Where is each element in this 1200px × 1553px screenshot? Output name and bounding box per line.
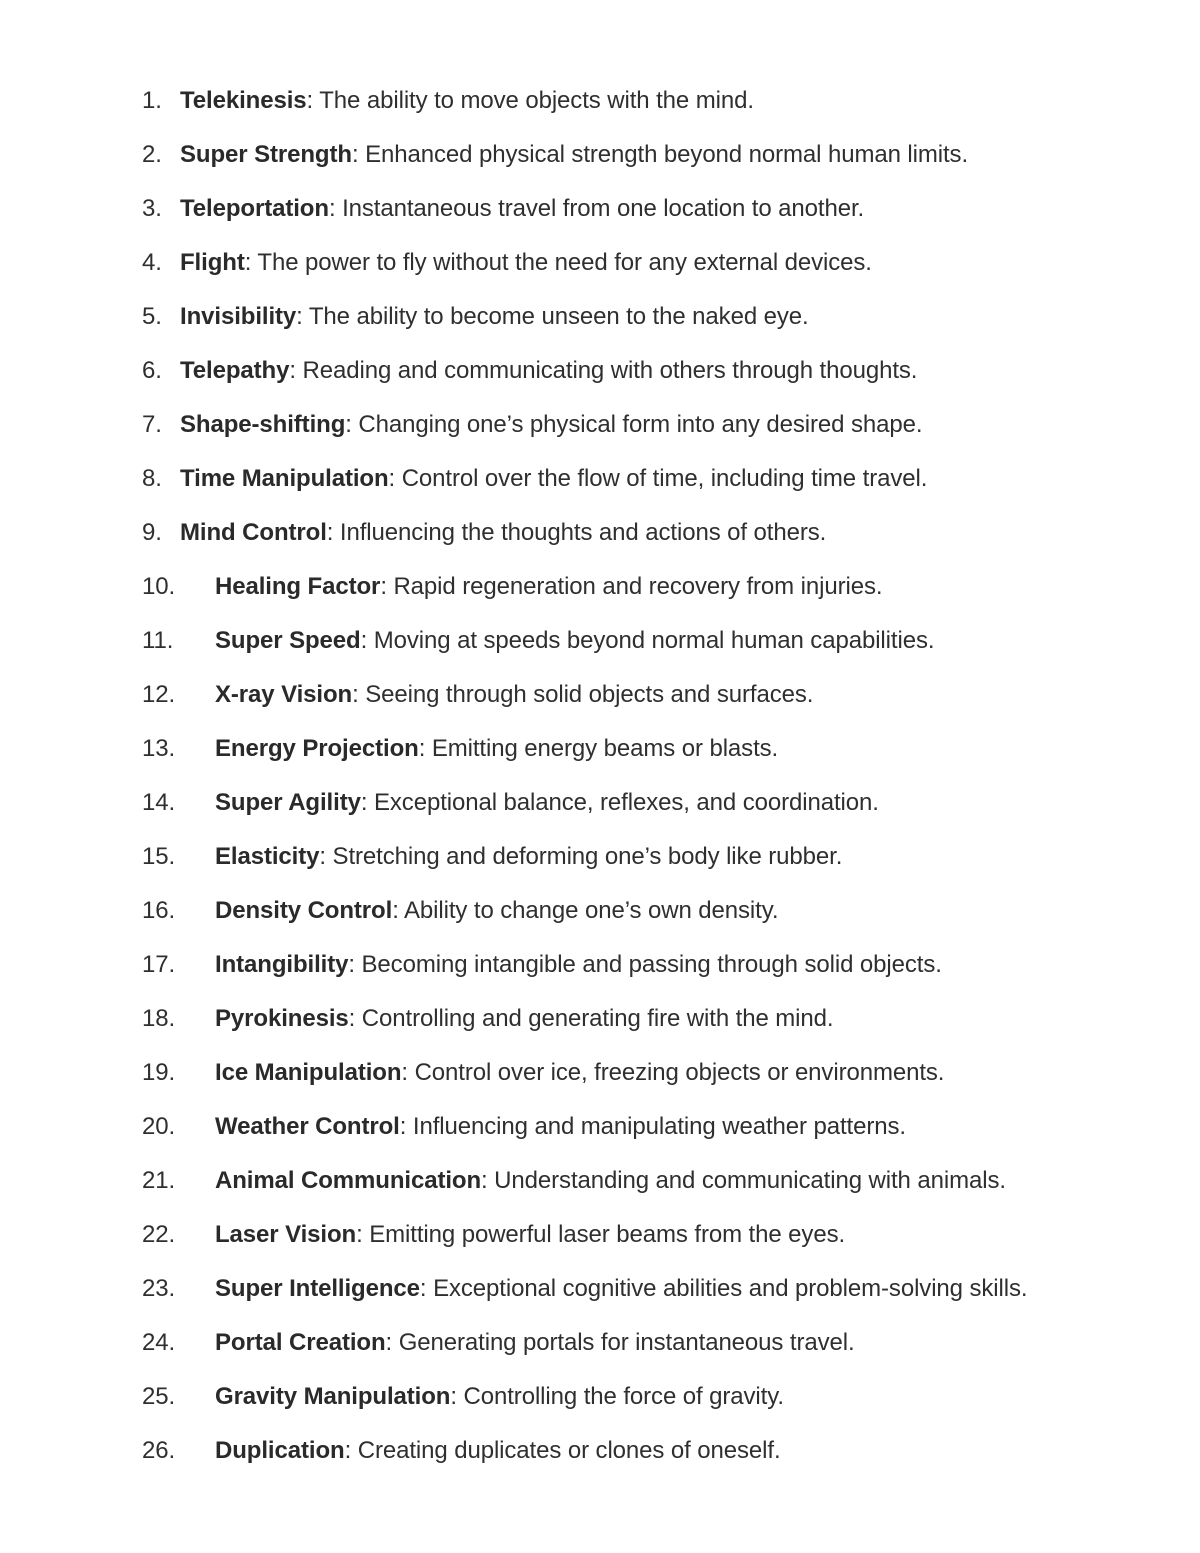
item-term: Pyrokinesis — [215, 1005, 349, 1032]
list-item — [0, 1424, 1200, 1478]
item-text: Energy Projection: Emitting energy beams or blasts. — [215, 735, 779, 762]
item-term: Teleportation — [180, 195, 329, 222]
item-text: Teleportation: Instantaneous travel from one location to another. — [180, 195, 865, 222]
item-term: Duplication — [215, 1437, 345, 1464]
item-term: Elasticity — [215, 843, 320, 870]
item-description: Control over ice, freezing objects or environments. — [414, 1059, 945, 1086]
item-term: Healing Factor — [215, 573, 381, 600]
item-number: 16. — [142, 897, 176, 924]
list-item — [0, 398, 1200, 452]
item-number: 3. — [142, 195, 162, 222]
item-description: Emitting powerful laser beams from the eyes. — [369, 1221, 846, 1248]
item-number: 20. — [142, 1113, 176, 1140]
item-description: Emitting energy beams or blasts. — [431, 735, 779, 762]
item-number: 25. — [142, 1383, 176, 1410]
item-term: Laser Vision — [215, 1221, 357, 1248]
item-description: Influencing the thoughts and actions of others. — [339, 519, 827, 546]
item-description: Controlling the force of gravity. — [463, 1383, 784, 1410]
item-number: 11. — [142, 627, 174, 654]
list-item — [0, 1370, 1200, 1424]
item-description: Becoming intangible and passing through solid objects. — [361, 951, 942, 978]
list-item — [0, 236, 1200, 290]
item-text: Healing Factor: Rapid regeneration and recovery from injuries. — [215, 573, 883, 600]
list-item — [0, 1154, 1200, 1208]
item-term: X-ray Vision — [215, 681, 353, 708]
item-text: Elasticity: Stretching and deforming one’s body like rubber. — [215, 843, 843, 870]
item-text: Mind Control: Influencing the thoughts and actions of others. — [180, 519, 827, 546]
item-text: Shape-shifting: Changing one’s physical form into any desired shape. — [180, 411, 923, 438]
item-term: Telekinesis — [180, 87, 307, 114]
item-text: Density Control: Ability to change one’s own density. — [215, 897, 779, 924]
item-term: Mind Control — [180, 519, 327, 546]
item-number: 2. — [142, 141, 162, 168]
list-item — [0, 1046, 1200, 1100]
item-term: Flight — [180, 249, 245, 276]
list-item — [0, 776, 1200, 830]
item-text: Time Manipulation: Control over the flow of time, including time travel. — [180, 465, 928, 492]
list-item — [0, 128, 1200, 182]
item-description: Reading and communicating with others through thoughts. — [302, 357, 918, 384]
item-text: X-ray Vision: Seeing through solid objects and surfaces. — [215, 681, 814, 708]
item-description: Seeing through solid objects and surfaces. — [365, 681, 814, 708]
item-term: Portal Creation — [215, 1329, 386, 1356]
item-number: 26. — [142, 1437, 176, 1464]
superpower-list — [0, 74, 1200, 1478]
item-term: Intangibility — [215, 951, 349, 978]
item-text: Duplication: Creating duplicates or clones of oneself. — [215, 1437, 781, 1464]
item-number: 10. — [142, 573, 176, 600]
item-term: Super Agility — [215, 789, 361, 816]
item-text: Intangibility: Becoming intangible and passing through solid objects. — [215, 951, 942, 978]
item-text: Portal Creation: Generating portals for instantaneous travel. — [215, 1329, 855, 1356]
item-number: 8. — [142, 465, 162, 492]
item-description: Controlling and generating fire with the mind. — [361, 1005, 834, 1032]
item-term: Invisibility — [180, 303, 297, 330]
list-item — [0, 1100, 1200, 1154]
item-number: 23. — [142, 1275, 176, 1302]
item-number: 17. — [142, 951, 176, 978]
item-number: 5. — [142, 303, 162, 330]
list-item — [0, 614, 1200, 668]
list-item — [0, 506, 1200, 560]
item-text: Telepathy: Reading and communicating with others through thoughts. — [180, 357, 918, 384]
list-item — [0, 290, 1200, 344]
item-description: Moving at speeds beyond normal human capabilities. — [373, 627, 935, 654]
item-text: Pyrokinesis: Controlling and generating fire with the mind. — [215, 1005, 834, 1032]
item-number: 22. — [142, 1221, 176, 1248]
list-item — [0, 884, 1200, 938]
item-number: 21. — [142, 1167, 176, 1194]
item-text: Flight: The power to fly without the need for any external devices. — [180, 249, 872, 276]
item-description: Rapid regeneration and recovery from injuries. — [393, 573, 883, 600]
list-item — [0, 560, 1200, 614]
item-text: Animal Communication: Understanding and communicating with animals. — [215, 1167, 1006, 1194]
item-number: 14. — [142, 789, 176, 816]
item-term: Ice Manipulation — [215, 1059, 402, 1086]
item-term: Energy Projection — [215, 735, 419, 762]
item-text: Laser Vision: Emitting powerful laser beams from the eyes. — [215, 1221, 846, 1248]
item-number: 6. — [142, 357, 162, 384]
list-item — [0, 1262, 1200, 1316]
list-item — [0, 1208, 1200, 1262]
list-item — [0, 1316, 1200, 1370]
item-number: 7. — [142, 411, 162, 438]
list-item — [0, 830, 1200, 884]
list-item — [0, 992, 1200, 1046]
item-description: The ability to become unseen to the naked eye. — [308, 303, 809, 330]
item-description: Stretching and deforming one’s body like rubber. — [332, 843, 843, 870]
item-number: 15. — [142, 843, 176, 870]
item-term: Telepathy — [180, 357, 290, 384]
item-description: Exceptional cognitive abilities and problem-solving skills. — [433, 1275, 1028, 1302]
list-item — [0, 722, 1200, 776]
item-description: Influencing and manipulating weather patterns. — [412, 1113, 906, 1140]
item-term: Super Strength — [180, 141, 352, 168]
item-term: Super Intelligence — [215, 1275, 420, 1302]
item-description: The power to fly without the need for any external devices. — [257, 249, 872, 276]
item-description: Creating duplicates or clones of oneself. — [357, 1437, 781, 1464]
item-number: 12. — [142, 681, 176, 708]
item-term: Density Control — [215, 897, 393, 924]
item-number: 24. — [142, 1329, 176, 1356]
item-description: Changing one’s physical form into any desired shape. — [358, 411, 923, 438]
item-description: The ability to move objects with the mind. — [319, 87, 754, 114]
item-number: 1. — [142, 87, 162, 114]
item-text: Invisibility: The ability to become unseen to the naked eye. — [180, 303, 809, 330]
list-item — [0, 452, 1200, 506]
item-text: Ice Manipulation: Control over ice, freezing objects or environments. — [215, 1059, 945, 1086]
list-item — [0, 182, 1200, 236]
list-item — [0, 938, 1200, 992]
item-description: Enhanced physical strength beyond normal human limits. — [365, 141, 969, 168]
item-number: 18. — [142, 1005, 176, 1032]
item-term: Animal Communication — [215, 1167, 482, 1194]
item-text: Gravity Manipulation: Controlling the force of gravity. — [215, 1383, 784, 1410]
list-item — [0, 344, 1200, 398]
item-description: Control over the flow of time, including time travel. — [401, 465, 928, 492]
item-description: Understanding and communicating with animals. — [494, 1167, 1006, 1194]
item-number: 19. — [142, 1059, 176, 1086]
item-number: 9. — [142, 519, 162, 546]
item-text: Super Agility: Exceptional balance, reflexes, and coordination. — [215, 789, 879, 816]
item-text: Telekinesis: The ability to move objects with the mind. — [180, 87, 754, 114]
item-text: Weather Control: Influencing and manipulating weather patterns. — [215, 1113, 906, 1140]
item-text: Super Strength: Enhanced physical strength beyond normal human limits. — [180, 141, 969, 168]
item-description: Generating portals for instantaneous travel. — [398, 1329, 855, 1356]
item-number: 4. — [142, 249, 162, 276]
list-item — [0, 74, 1200, 128]
item-term: Gravity Manipulation — [215, 1383, 451, 1410]
item-description: Exceptional balance, reflexes, and coordination. — [373, 789, 879, 816]
item-description: Ability to change one’s own density. — [404, 897, 779, 924]
item-term: Shape-shifting — [180, 411, 346, 438]
item-text: Super Speed: Moving at speeds beyond normal human capabilities. — [215, 627, 935, 654]
item-number: 13. — [142, 735, 176, 762]
item-term: Time Manipulation — [180, 465, 389, 492]
item-description: Instantaneous travel from one location to another. — [342, 195, 865, 222]
item-term: Super Speed — [215, 627, 361, 654]
item-term: Weather Control — [215, 1113, 400, 1140]
list-item — [0, 668, 1200, 722]
item-text: Super Intelligence: Exceptional cognitive abilities and problem-solving skills. — [215, 1275, 1028, 1302]
